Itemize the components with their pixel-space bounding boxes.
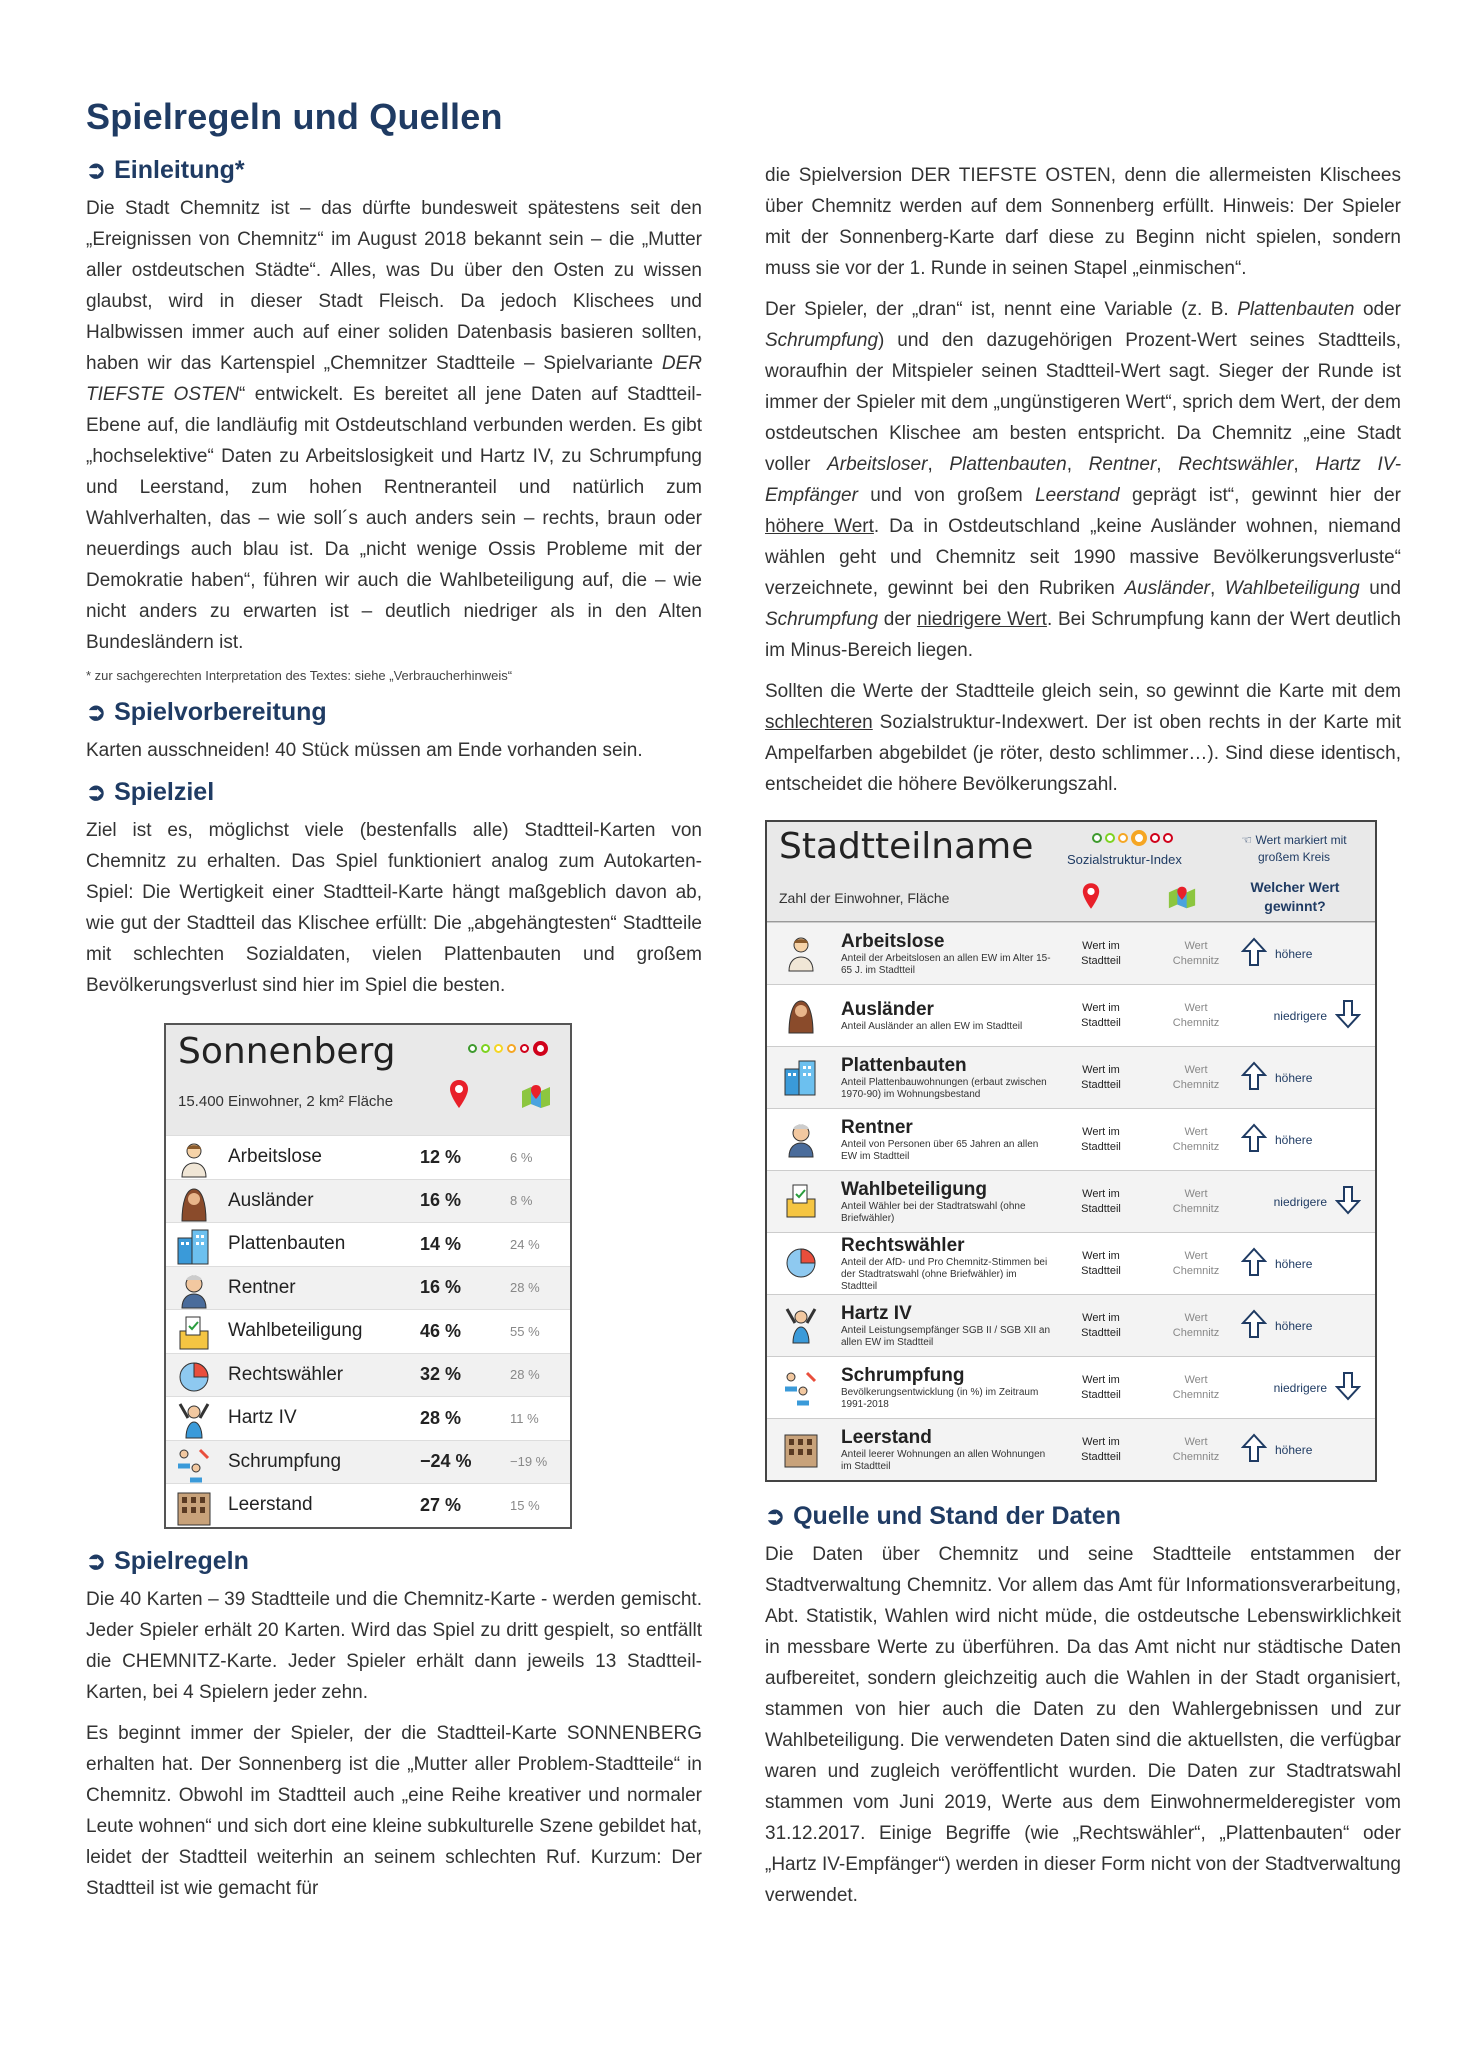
wert-im-stadtteil: Wert im Stadtteil — [1081, 1187, 1121, 1215]
wert-im-stadtteil: Wert im Stadtteil — [1081, 1125, 1121, 1153]
section-heading-einleitung: ➲ Einleitung* — [86, 156, 245, 184]
card-row-compare: 15 % — [510, 1497, 540, 1513]
buildings-icon — [174, 1226, 214, 1262]
stadtteil-explanation-card — [765, 820, 1377, 1482]
explanation-row-title: Arbeitslose — [841, 930, 945, 952]
explanation-row-title: Hartz IV — [841, 1302, 912, 1324]
card-row — [166, 1266, 570, 1310]
card-row-value: −24 % — [420, 1451, 472, 1472]
card-header — [166, 1025, 570, 1135]
card-row-label: Rechtswähler — [228, 1363, 344, 1385]
card-row-label: Arbeitslose — [228, 1146, 322, 1168]
wert-chemnitz: Wert Chemnitz — [1172, 1435, 1220, 1463]
wert-chemnitz: Wert Chemnitz — [1172, 1373, 1220, 1401]
einleitung-footnote: * zur sachgerechten Interpretation des Textes: siehe „Verbraucherhinweis“ — [86, 668, 513, 683]
card-row-value: 16 % — [420, 1277, 462, 1298]
card-row — [166, 1135, 570, 1179]
explanation-row — [767, 1294, 1375, 1356]
explanation-card-header — [767, 822, 1375, 922]
marker-note: ☜ Wert markiert mit großem Kreis — [1241, 833, 1347, 864]
explanation-row-desc: Anteil der AfD- und Pro Chemnitz-Stimmen bei der Stadtratswahl (ohne Briefwähler) im Stadtteil — [841, 1256, 1048, 1292]
arrow-down-icon — [1335, 1185, 1361, 1218]
old-man-icon — [781, 1119, 821, 1161]
worker-icon — [174, 1139, 214, 1175]
card-row — [166, 1440, 570, 1484]
worker-icon — [781, 933, 821, 975]
explanation-row — [767, 1108, 1375, 1170]
quelle-text: Die Daten über Chemnitz und seine Stadtteile entstammen der Stadtverwaltung Chemnitz. Vor allem das Amt für Informationsverarbeitung, Abt. Statistik, Wahlen wird nicht müde, die ostdeutsche Lebenswirklichkeit in messbare Werte zu überführen. Da das Amt nicht nur städtische Daten aufbereitet, sondern gleichzeitig auch die Wahlen in der Stadt organisiert, stammen von hier auch die Daten zu den Wahlergebnissen und zur Wahlbeteiligung. Die verwendeten Daten sind die aktuellsten, die verfügbar waren und zugleich veröffentlicht wurden. Die Daten zur Stadtratswahl stammen vom Juni 2019, Werte aus dem Einwohnermelderegister vom 31.12.2017. Einige Begriffe (wie „Rechtswähler“, „Plattenbauten“ oder „Hartz IV-Empfänger“) werden in dieser Form nicht von der Stadtverwaltung verwendet. — [765, 1544, 1401, 1906]
card-rows — [166, 1135, 570, 1527]
explanation-card-name: Stadtteilname — [779, 826, 1034, 867]
winner-indicator: höhere — [1241, 1433, 1375, 1466]
card-row-value: 46 % — [420, 1320, 462, 1341]
wert-chemnitz: Wert Chemnitz — [1172, 1125, 1220, 1153]
card-row-value: 14 % — [420, 1233, 462, 1254]
explanation-row-title: Plattenbauten — [841, 1054, 967, 1076]
wert-im-stadtteil: Wert im Stadtteil — [1081, 1311, 1121, 1339]
vorbereitung-text: Karten ausschneiden! 40 Stück müssen am Ende vorhanden sein. — [86, 740, 643, 761]
shrinking-people-icon — [781, 1367, 821, 1409]
cheering-man-icon — [781, 1305, 821, 1347]
map-icon — [1167, 884, 1197, 910]
wert-chemnitz: Wert Chemnitz — [1172, 1311, 1220, 1339]
sozialstruktur-dots — [468, 1041, 548, 1056]
arrow-up-icon — [1241, 937, 1267, 970]
explanation-row — [767, 1232, 1375, 1294]
spielregeln-text-2: Es beginnt immer der Spieler, der die Stadtteil-Karte SONNENBERG erhalten hat. Der Sonnenberg ist die „Mutter aller Problem-Stadtteile“ in Chemnitz. Obwohl im Stadtteil auch „eine Reihe kreativer und normaler Leute wohnen“ und sich dort eine kleine subkulturelle Szene gebildet hat, leidet der Stadtteil weiterhin an seinem schlechten Ruf. Kurzum: Der Stadtteil ist wie gemacht für — [86, 1722, 702, 1899]
sozialstruktur-index-label: Sozialstruktur-Index — [1067, 852, 1182, 867]
right-column — [765, 160, 1401, 1911]
sozialstruktur-dots — [1092, 830, 1173, 846]
card-row-compare: 55 % — [510, 1323, 540, 1339]
arrow-up-icon — [1241, 1247, 1267, 1280]
card-row-label: Rentner — [228, 1276, 296, 1298]
section-heading-spielziel: ➲ Spielziel — [86, 778, 215, 806]
location-pin-icon — [448, 1079, 470, 1109]
card-row-compare: 28 % — [510, 1367, 540, 1383]
explanation-row-desc: Anteil von Personen über 65 Jahren an allen EW im Stadtteil — [841, 1138, 1039, 1162]
arrow-up-icon — [1241, 1061, 1267, 1094]
buildings-icon — [781, 1057, 821, 1099]
arrow-up-icon — [1241, 1123, 1267, 1156]
explanation-row-title: Rechtswähler — [841, 1234, 965, 1256]
spielregeln-text-1: Die 40 Karten – 39 Stadtteile und die Chemnitz-Karte - werden gemischt. Jeder Spieler erhält 20 Karten. Wird das Spiel zu dritt gespielt, so entfällt die CHEMNITZ-Karte. Jeder Spieler erhält dann jeweils 13 Stadtteil-Karten, bei 4 Spielern jeder zehn. — [86, 1588, 702, 1703]
spielregeln-text-4: Der Spieler, der „dran“ ist, nennt eine Variable (z. B. Plattenbauten oder Schrumpfung) und den dazugehörigen Prozent-Wert seines Stadtteils, woraufhin der Mitspieler seinen Stadtteil-Wert sagt. Sieger der Runde ist immer der Spieler mit dem „ungünstigeren Wert“, sprich dem Wert, der dem ostdeutschen Klischee am besten entspricht. Da Chemnitz „eine Stadt voller Arbeitsloser, Plattenbauten, Rentner, Rechtswähler, Hartz IV-Empfänger und von großem Leerstand geprägt ist“, gewinnt hier der höhere Wert. Da in Ostdeutschland „keine Ausländer wohnen, niemand wählen geht und Chemnitz seit 1990 massive Bevölkerungsverluste“ verzeichnete, gewinnt bei den Rubriken Ausländer, Wahlbeteiligung und Schrumpfung der niedrigere Wert. Bei Schrumpfung kann der Wert deutlich im Minus-Bereich liegen. — [765, 299, 1402, 661]
pie-chart-icon — [174, 1357, 214, 1393]
sonnenberg-card — [164, 1023, 572, 1529]
card-row-value: 27 % — [420, 1494, 462, 1515]
section-heading-spielregeln: ➲ Spielregeln — [86, 1546, 249, 1575]
wert-im-stadtteil: Wert im Stadtteil — [1081, 939, 1121, 967]
winner-indicator: niedrigere — [1241, 1371, 1375, 1404]
winner-indicator: höhere — [1241, 1309, 1375, 1342]
spielregeln-text-3: die Spielversion DER TIEFSTE OSTEN, denn die allermeisten Klischees über Chemnitz werden auf dem Sonnenberg erfüllt. Hinweis: Der Spieler mit der Sonnenberg-Karte darf diese zu Beginn nicht spielen, sondern muss sie vor der 1. Runde in seinen Stapel „einmischen“. — [765, 165, 1401, 279]
which-value-wins-label: Welcher Wert gewinnt? — [1250, 879, 1340, 914]
empty-building-icon — [174, 1487, 214, 1523]
winner-indicator: niedrigere — [1241, 1185, 1375, 1218]
arrow-right-icon: ➲ — [86, 157, 107, 184]
card-row — [166, 1353, 570, 1397]
explanation-row-title: Rentner — [841, 1116, 913, 1138]
section-heading-quelle: ➲ Quelle und Stand der Daten — [765, 1502, 1121, 1530]
explanation-row — [767, 984, 1375, 1046]
explanation-row — [767, 1418, 1375, 1480]
card-row — [166, 1309, 570, 1353]
ballot-box-icon — [781, 1181, 821, 1223]
einleitung-text: Die Stadt Chemnitz ist – das dürfte bundesweit spätestens seit den „Ereignissen von Chemnitz“ im August 2018 bekannt sein – die „Mutter aller ostdeutschen Städte“. Alles, was Du über den Osten zu wissen glaubst, wird in dieser Stadt Fleisch. Da jedoch Klischees und Halbwissen immer auch auf einer soliden Datenbasis basieren sollten, haben wir das Kartenspiel „Chemnitzer Stadtteile – Spielvariante DER TIEFSTE OSTEN“ entwickelt. Es bereitet all jene Daten auf Stadtteil-Ebene auf, die landläufig mit Ostdeutschland verbunden werden. Es gibt „hochselektive“ Daten zu Arbeitslosigkeit und Hartz IV, zu Schrumpfung und Leerstand, zum hohen Rentneranteil und natürlich zum Wahlverhalten, das – wie soll´s auch anders sein – rechts, braun oder neuerdings auch blau ist. Da „nicht wenige Ossis Probleme mit der Demokratie haben“, führen wir auch die Wahlbeteiligung auf, die – wie nicht anders zu erwarten ist – deutlich niedriger als in den Alten Bundesländern ist. — [86, 198, 702, 653]
wert-im-stadtteil: Wert im Stadtteil — [1081, 1063, 1121, 1091]
arrow-right-icon: ➲ — [86, 779, 107, 806]
explanation-row-title: Ausländer — [841, 998, 934, 1020]
card-subtitle: 15.400 Einwohner, 2 km² Fläche — [178, 1093, 394, 1110]
arrow-down-icon — [1335, 1371, 1361, 1404]
winner-indicator: höhere — [1241, 1247, 1375, 1280]
card-row-label: Hartz IV — [228, 1407, 297, 1429]
wert-chemnitz: Wert Chemnitz — [1172, 1187, 1220, 1215]
headscarf-woman-icon — [781, 995, 821, 1037]
explanation-card-subtitle: Zahl der Einwohner, Fläche — [779, 890, 950, 906]
winner-indicator: höhere — [1241, 1061, 1375, 1094]
explanation-row-desc: Anteil Wähler bei der Stadtratswahl (ohne Briefwähler) — [841, 1200, 1026, 1224]
winner-indicator: höhere — [1241, 1123, 1375, 1156]
explanation-row — [767, 1356, 1375, 1418]
card-row — [166, 1179, 570, 1223]
explanation-row — [767, 1170, 1375, 1232]
card-row-value: 16 % — [420, 1190, 462, 1211]
card-row-label: Ausländer — [228, 1189, 314, 1211]
ballot-box-icon — [174, 1313, 214, 1349]
map-icon — [520, 1083, 552, 1109]
arrow-right-icon: ➲ — [765, 1503, 786, 1530]
shrinking-people-icon — [174, 1444, 214, 1480]
card-name: Sonnenberg — [178, 1031, 396, 1072]
arrow-up-icon — [1241, 1309, 1267, 1342]
card-row-label: Schrumpfung — [228, 1450, 342, 1472]
arrow-up-icon — [1241, 1433, 1267, 1466]
arrow-right-icon: ➲ — [86, 1547, 107, 1575]
wert-im-stadtteil: Wert im Stadtteil — [1081, 1249, 1121, 1277]
headscarf-woman-icon — [174, 1183, 214, 1219]
spielziel-text: Ziel ist es, möglichst viele (bestenfalls alle) Stadtteil-Karten von Chemnitz zu erhalten. Das Spiel funktioniert analog zum Autokarten-Spiel: Die Wertigkeit einer Stadtteil-Karte hängt maßgeblich davon ab, wie gut der Stadtteil das Klischee erfüllt: Die „abgehängtesten“ Stadtteile mit schlechten Sozialdaten, vielen Plattenbauten und großem Bevölkerungsverlust sind hier im Spiel die besten. — [86, 820, 702, 996]
card-row-compare: 24 % — [510, 1236, 540, 1252]
explanation-row-desc: Anteil Plattenbauwohnungen (erbaut zwischen 1970-90) im Wohnungsbestand — [841, 1076, 1047, 1100]
card-row-compare: −19 % — [510, 1454, 548, 1470]
pie-chart-icon — [781, 1243, 821, 1285]
page-title: Spielregeln und Quellen — [86, 96, 503, 137]
card-row-compare: 28 % — [510, 1280, 540, 1296]
card-row-label: Wahlbeteiligung — [228, 1320, 363, 1342]
spielregeln-text-5: Sollten die Werte der Stadtteile gleich sein, so gewinnt die Karte mit dem schlechteren Sozialstruktur-Indexwert. Der ist oben rechts in der Karte mit Ampelfarben abgebildet (je röter, desto schlimmer…). Sind diese identisch, entscheidet die höhere Bevölkerungszahl. — [765, 681, 1401, 795]
location-pin-icon — [1081, 882, 1101, 910]
card-row-compare: 6 % — [510, 1149, 533, 1165]
explanation-row-desc: Anteil Ausländer an allen EW im Stadtteil — [841, 1020, 1023, 1032]
card-row — [166, 1222, 570, 1266]
winner-indicator: höhere — [1241, 937, 1375, 970]
card-row-value: 28 % — [420, 1407, 462, 1428]
empty-building-icon — [781, 1429, 821, 1471]
cheering-man-icon — [174, 1400, 214, 1436]
wert-chemnitz: Wert Chemnitz — [1172, 1001, 1220, 1029]
card-row-compare: 11 % — [510, 1410, 539, 1426]
card-row-value: 12 % — [420, 1146, 462, 1167]
explanation-row-title: Wahlbeteiligung — [841, 1178, 988, 1200]
wert-chemnitz: Wert Chemnitz — [1172, 1249, 1220, 1277]
card-row-label: Leerstand — [228, 1494, 313, 1516]
wert-im-stadtteil: Wert im Stadtteil — [1081, 1435, 1121, 1463]
wert-im-stadtteil: Wert im Stadtteil — [1081, 1001, 1121, 1029]
card-row — [166, 1483, 570, 1527]
old-man-icon — [174, 1270, 214, 1306]
card-row — [166, 1396, 570, 1440]
wert-chemnitz: Wert Chemnitz — [1172, 939, 1220, 967]
explanation-row-desc: Anteil der Arbeitslosen an allen EW im Alter 15-65 J. im Stadtteil — [841, 952, 1051, 976]
explanation-row-title: Leerstand — [841, 1426, 932, 1448]
section-heading-vorbereitung: ➲ Spielvorbereitung — [86, 698, 327, 726]
card-row-label: Plattenbauten — [228, 1233, 346, 1255]
explanation-row-desc: Bevölkerungsentwicklung (in %) im Zeitraum 1991-2018 — [841, 1386, 1039, 1410]
arrow-down-icon — [1335, 999, 1361, 1032]
arrow-right-icon: ➲ — [86, 699, 107, 726]
card-row-compare: 8 % — [510, 1193, 533, 1209]
explanation-row — [767, 1046, 1375, 1108]
explanation-row-title: Schrumpfung — [841, 1364, 965, 1386]
explanation-rows — [767, 922, 1375, 1480]
wert-chemnitz: Wert Chemnitz — [1172, 1063, 1220, 1091]
left-column — [86, 156, 702, 1904]
wert-im-stadtteil: Wert im Stadtteil — [1081, 1373, 1121, 1401]
card-row-value: 32 % — [420, 1364, 462, 1385]
explanation-row-desc: Anteil Leistungsempfänger SGB II / SGB XII an allen EW im Stadtteil — [841, 1324, 1050, 1348]
explanation-row — [767, 922, 1375, 984]
explanation-row-desc: Anteil leerer Wohnungen an allen Wohnungen im Stadtteil — [841, 1448, 1046, 1472]
winner-indicator: niedrigere — [1241, 999, 1375, 1032]
